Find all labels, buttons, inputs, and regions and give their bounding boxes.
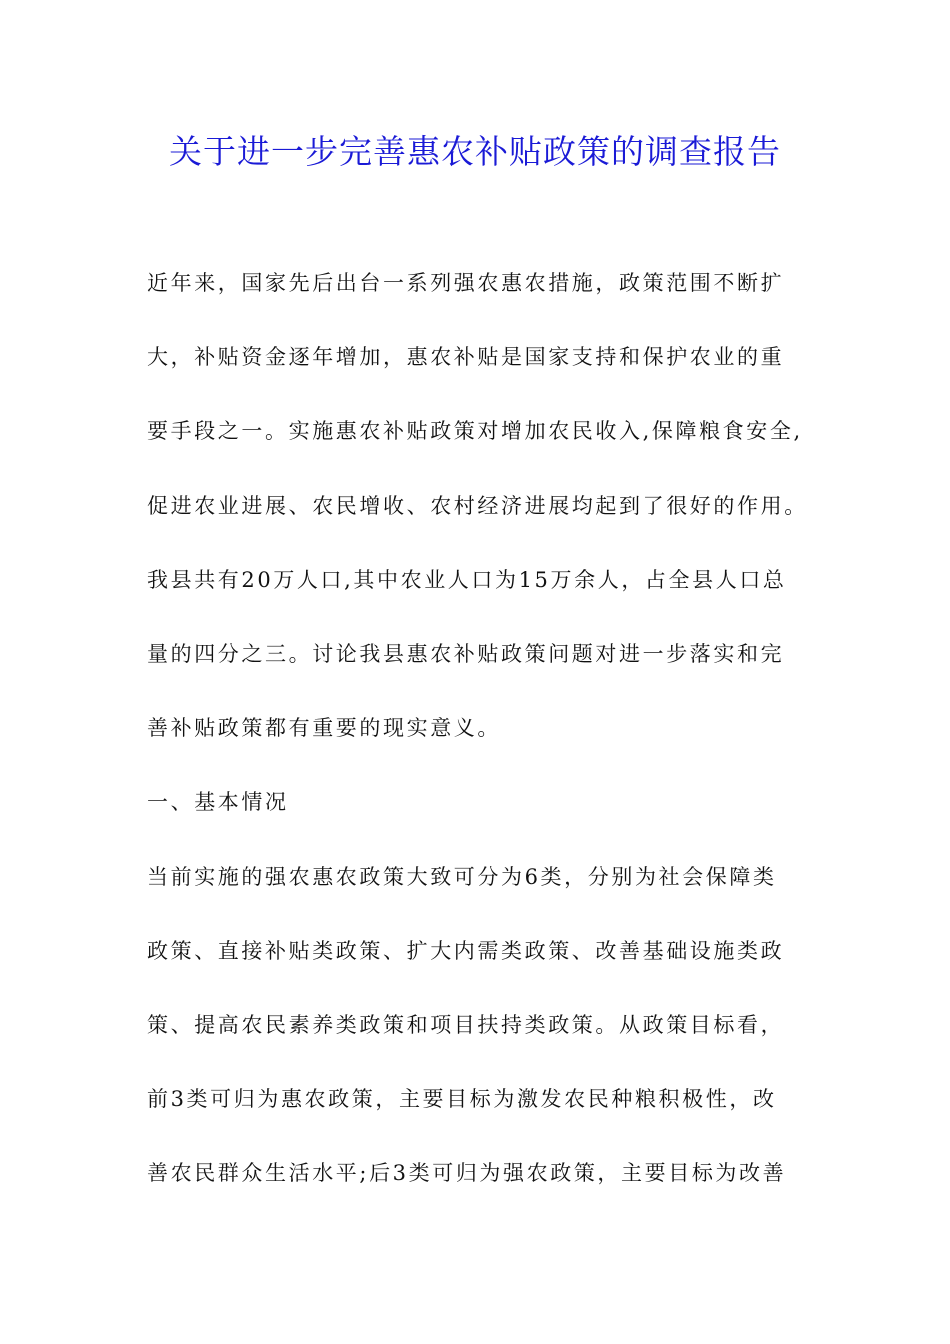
paragraph-line: 促进农业进展、农民增收、农村经济进展均起到了很好的作用。 [147,493,808,518]
document-title: 关于进一步完善惠农补贴政策的调查报告 [169,132,781,171]
paragraph-line: 策、提高农民素养类政策和项目扶持类政策。从政策目标看， [147,1012,785,1037]
paragraph-line: 我县共有20万人口,其中农业人口为15万余人，占全县人口总 [147,567,787,592]
paragraph-line: 善农民群众生活水平;后3类可归为强农政策，主要目标为改善 [147,1161,787,1186]
paragraph-line: 大，补贴资金逐年增加，惠农补贴是国家支持和保护农业的重 [147,345,785,370]
paragraph-line: 前3类可归为惠农政策，主要目标为激发农民种粮积极性，改 [147,1087,777,1112]
paragraph-line: 善补贴政策都有重要的现实意义。 [147,716,501,741]
paragraph-line: 近年来，国家先后出台一系列强农惠农措施，政策范围不断扩 [147,271,785,295]
paragraph-line: 量的四分之三。讨论我县惠农补贴政策问题对进一步落实和完 [147,641,785,666]
section-heading: 一、基本情况 [147,790,289,815]
paragraph-line: 要手段之一。实施惠农补贴政策对增加农民收入,保障粮食安全, [147,419,803,444]
document-body [147,258,809,1222]
paragraph-line: 政策、直接补贴类政策、扩大内需类政策、改善基础设施类政 [147,938,785,963]
paragraph-line: 当前实施的强农惠农政策大致可分为6类，分别为社会保障类 [147,864,777,889]
